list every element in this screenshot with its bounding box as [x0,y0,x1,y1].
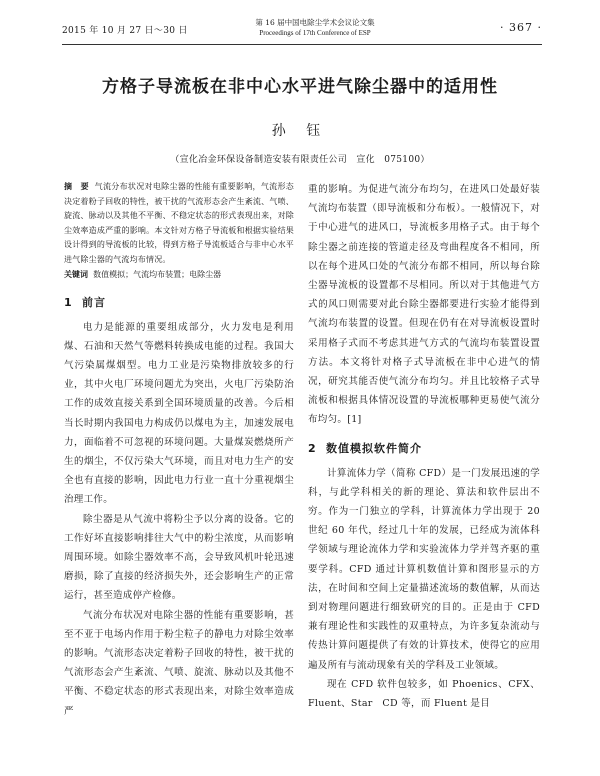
affiliation: （宣化冶金环保设备制造安装有限责任公司 宣化 075100） [170,155,430,165]
abstract [64,180,294,268]
paragraph: 电力是能源的重要组成部分，火力发电是利用煤、石油和天然气等燃料转换成电能的过程。我国大气污染属煤烟型。电力工业是污染物排放较多的行业，其中火电厂环境问题尤为突出，火电厂污染防治工作的成效直接关系到全国环境质量的改善。今后相当长时期内我国电力构成仍以煤电为主，加速发展电力，面临着不可忽视的环境问题。大量煤炭燃烧所产生的烟尘，不仅污染大气环境，而且对电力生产的安全也有直接的影响，因此电力行业一直十分重视烟尘治理工作。 [64,321,294,506]
paragraph: 现在 CFD 软件包较多，如 Phoenics、CFX、Fluent、Star CD 等，而 Fluent 是目 [308,678,540,710]
section-number: 2 [308,441,317,455]
left-column [64,180,294,721]
section-1-heading [64,294,294,310]
keywords [64,268,294,282]
abstract-label: 摘 要 [64,182,89,191]
right-column [308,180,540,713]
paper-title: 方格子导流板在非中心水平进气除尘器中的适用性 [102,77,498,97]
conference-date: 2015 年 10 月 27 日～30 日 [62,26,188,36]
section-title: 前言 [82,295,106,309]
paragraph: 气流分布状况对电除尘器的性能有重要影响，甚至不亚于电场内作用于粉尘粒子的静电力对除尘效率的影响。气流形态决定着粉子回收的特性，被干扰的气流形态会产生紊流、气喷、旋流、脉动以及其他不平衡、不稳定状态的形式表现出来，对除尘效率造成严 [64,609,294,717]
keywords-text: 数值模拟；气流均布装置；电除尘器 [93,269,222,279]
paragraph: 重的影响。为促进气流分布均匀，在进风口处最好装气流均布装置（即导流板和分布板）。一般情况下，对于中心进气的进风口，导流板多用格子式。由于每个除尘器之前连接的管道走径及弯曲程度各不相同，所以在每个进风口处的气流分布都不相同，所以每台除尘器导流板的设置都不尽相同。所以对于其他进气方式的风口则需要对此台除尘器都要进行实验才能得到气流均布装置的设置。但现在仍有在对导流板设置时采用格子式而不考虑其进气方式的气流均布装置设置方法。本文将针对格子式导流板在非中心进气的情况，研究其能否使气流分布均匀。并且比较格子式导流板和根据具体情况设置的导流板哪种更易使气流分布均匀。[1] [308,184,540,426]
keywords-label: 关键词 [64,269,88,279]
conference-name-cn: 第 16 届中国电除尘学术会议论文集 [255,18,375,27]
section-number: 1 [64,295,73,309]
paragraph: 除尘器是从气流中将粉尘予以分离的设备。它的工作好坏直接影响排往大气中的粉尘浓度，从而影响周围环境。如除尘器效率不高，会导致风机叶轮迅速磨损，除了直接的经济损失外，还会影响生产的正常运行，甚至造成停产检修。 [64,513,294,602]
author: 孙 钰 [271,123,329,139]
conference-name [240,18,390,38]
conference-name-en: Proceedings of 17th Conference of ESP [259,29,371,37]
page-header [62,18,542,45]
paragraph: 计算流体力学（简称 CFD）是一门发展迅速的学科，与此学科相关的新的理论、算法和软件层出不穷。作为一门独立的学科，计算流体力学出现于 20 世纪 60 年代，经过几十年的发展，已经成为流体科学领域与理论流体力学和实验流体力学并驾齐驱的重要学科。CFD 通过计算机数值计算和图形显示的方法，在时间和空间上定量描述流场的数值解，从而达到对物理问题进行细致研究的目的。正是由于 CFD 兼有理论性和实践性的双重特点，为许多复杂流动与传热计算问题提供了有效的计算技术，使得它的应用遍及所有与流动现象有关的学科及工业领域。 [308,467,540,671]
page-number: · 367 · [500,21,542,34]
abstract-text: 气流分布状况对电除尘器的性能有重要影响，气流形态决定着粉子回收的特性，被干扰的气流形态会产生紊流、气喷、旋流、脉动以及其他不平衡、不稳定状态的形式表现出来，对除尘效率造成严重的影响。本文针对方格子导流板和根据实验结果设计得到的导流板的比较，得到方格子导流板适合与非中心水平进气除尘器的气流均布情况。 [64,182,294,264]
section-2-heading [308,440,540,456]
section-title: 数值模拟软件简介 [326,441,422,455]
